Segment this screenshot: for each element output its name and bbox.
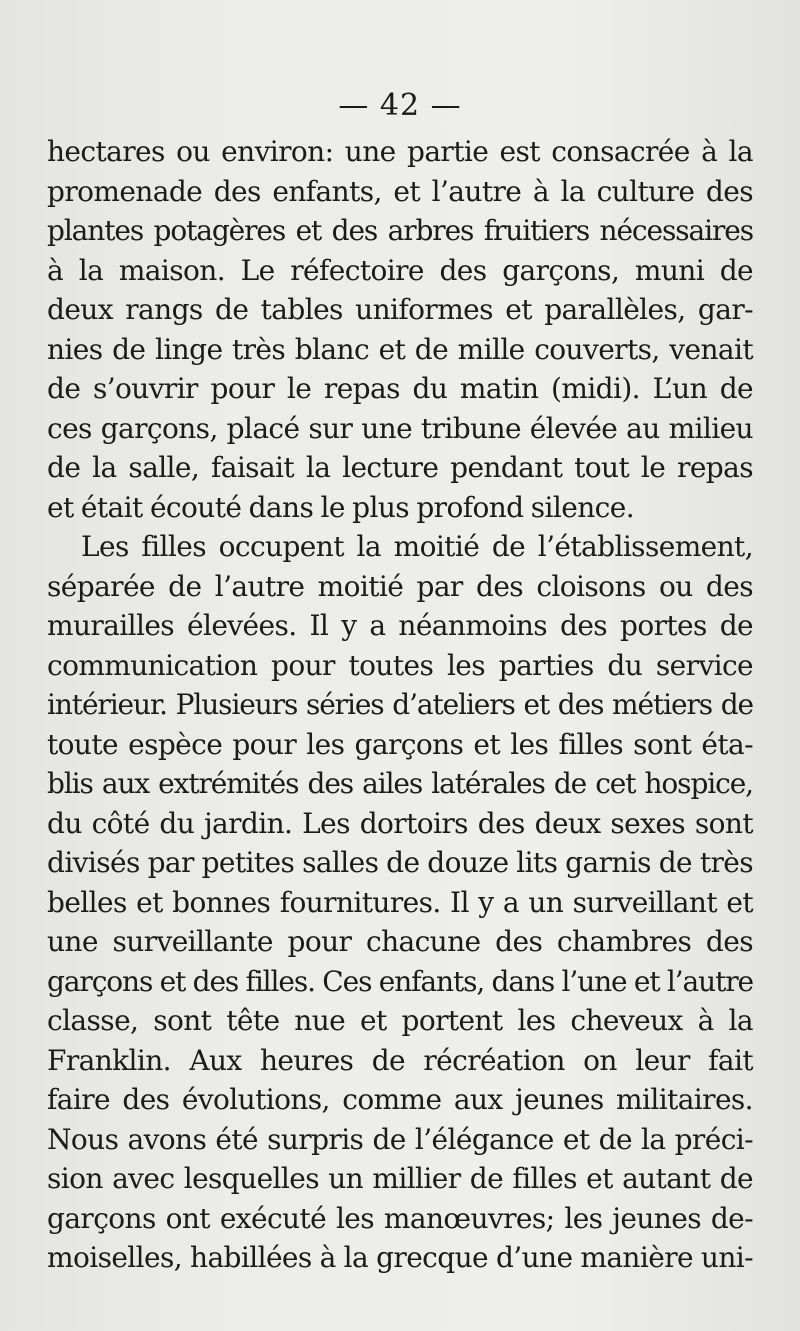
body-text (47, 132, 753, 1278)
text-line: hectares ou environ: une partie est consacrée à la (47, 135, 753, 168)
text-line: ces garçons, placé sur une tribune élevée au milieu (47, 411, 753, 445)
paragraph-1 (47, 132, 753, 527)
text-line: à la maison. Le réfectoire des garçons, muni de (47, 253, 753, 287)
text-line: promenade des enfants, et l’autre à la culture des (47, 174, 753, 208)
text-line: blis aux extrémités des ailes latérales de cet hospice, (47, 767, 753, 800)
page-number: — 42 — (338, 88, 462, 123)
text-line: classe, sont tête nue et portent les cheveux à la (47, 1004, 753, 1037)
text-line: communication pour toutes les parties du service (47, 648, 753, 682)
text-line: de la salle, faisait la lecture pendant tout le repas (47, 451, 753, 484)
text-line: toute espèce pour les garçons et les filles sont éta- (47, 727, 753, 761)
text-line: sion avec lesquelles un millier de filles et autant de (47, 1162, 753, 1195)
text-line: séparée de l’autre moitié par des cloisons ou des (47, 569, 753, 603)
text-line: une surveillante pour chacune des chambres des (47, 925, 753, 958)
text-line: nies de linge très blanc et de mille couverts, venait (47, 332, 753, 366)
text-line: plantes potagères et des arbres fruitiers nécessaires (47, 214, 753, 247)
text-line: et était écouté dans le plus profond silence. (47, 490, 635, 524)
text-line: intérieur. Plusieurs séries d’ateliers et des métiers de (47, 688, 753, 721)
text-line: deux rangs de tables uniformes et parallèles, gar- (47, 293, 753, 326)
text-line: de s’ouvrir pour le repas du matin (midi). L’un de (47, 372, 753, 405)
text-line: Nous avons été surpris de l’élégance et de la préci- (47, 1122, 753, 1156)
text-line: Les filles occupent la moitié de l’établissement, (81, 530, 753, 563)
paragraph-2 (47, 527, 753, 1278)
text-line: garçons ont exécuté les manœuvres; les jeunes de- (47, 1201, 753, 1235)
text-line: divisés par petites salles de douze lits garnis de très (47, 846, 753, 879)
text-line: murailles élevées. Il y a néanmoins des portes de (47, 609, 753, 642)
text-line: Franklin. Aux heures de récréation on leur fait (47, 1043, 753, 1077)
text-line: du côté du jardin. Les dortoirs des deux sexes sont (47, 806, 753, 840)
text-line: belles et bonnes fournitures. Il y a un surveillant et (47, 885, 753, 919)
text-line: faire des évolutions, comme aux jeunes militaires. (47, 1083, 753, 1116)
text-line: moiselles, habillées à la grecque d’une manière uni- (47, 1241, 753, 1274)
text-line: garçons et des filles. Ces enfants, dans l’une et l’autre (47, 964, 753, 998)
